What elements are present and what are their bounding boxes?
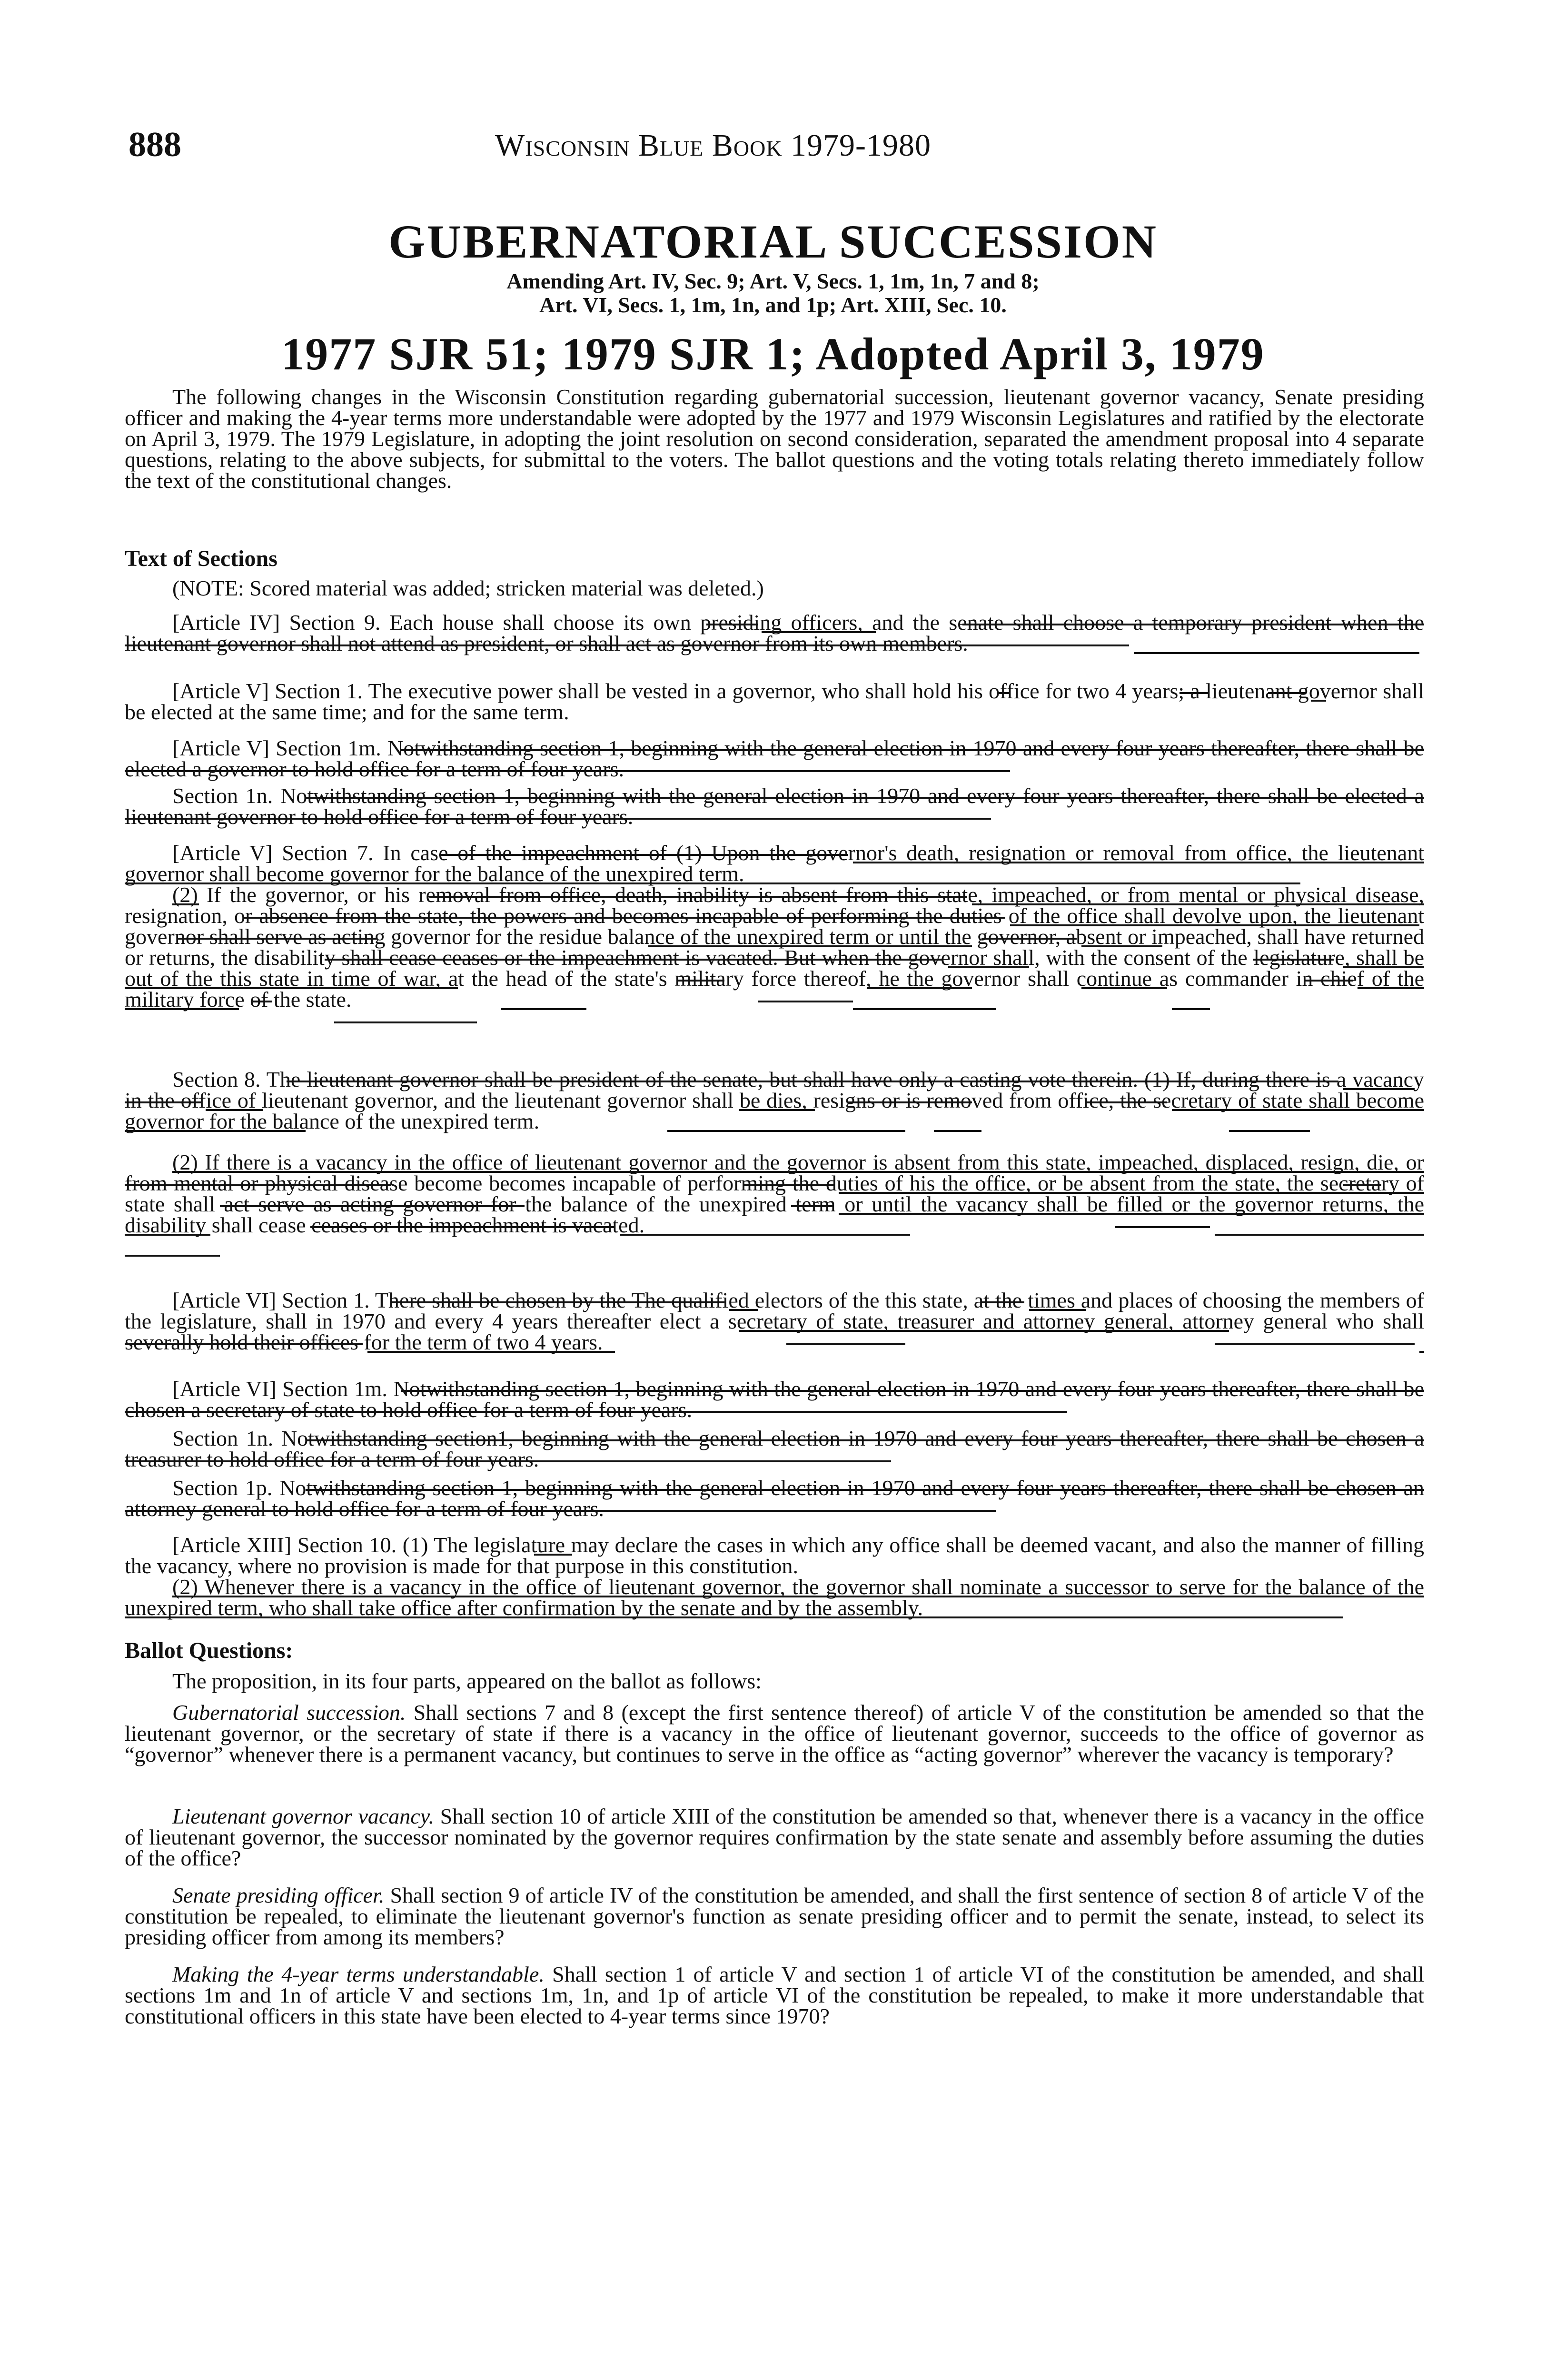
underline-mark bbox=[125, 1255, 220, 1257]
ballot-question-senate-presiding-officer bbox=[125, 1885, 1424, 1948]
question-text: Shall section 10 of article XIII of the constitution be amended so that, whenever there is a vacancy in the office of lieutenant governor, the successor nominated by the governor requires confirmation by the state senate and assembly before assuming the duties of the office? bbox=[125, 1804, 1424, 1870]
question-text: Shall sections 7 and 8 (except the first sentence thereof) of article V of the constitution be amended so that the lieutenant governor, or the secretary of state if there is a vacancy in the office of lieutenant governor, succeeds to the office of governor as “governor” whenever there is a permanent vacancy, but continues to serve in the office as “acting governor” wherever the vacancy is temporary? bbox=[125, 1700, 1424, 1766]
article-5-section-8-sub-1 bbox=[125, 1069, 1424, 1132]
section-text: (2) Whenever there is a vacancy in the office of lieutenant governor, the governor shall nominate a successor to serve for the balance of the unexpired term, who shall take office after confirmation by the senate and by the assembly. bbox=[125, 1575, 1424, 1620]
article-5-section-1m bbox=[125, 738, 1424, 780]
question-label: Gubernatorial succession. bbox=[172, 1700, 406, 1725]
strike-mark bbox=[1115, 1226, 1210, 1228]
question-text: Shall section 9 of article IV of the constitution be amended, and shall the first sentence of section 8 of article V of the constitution be repealed, to eliminate the lieutenant governor's function as senate presiding officer and to permit the senate, instead, to select its presiding officer from among its members? bbox=[125, 1883, 1424, 1949]
strike-mark bbox=[334, 1021, 477, 1023]
note-line: (NOTE: Scored material was added; stricken material was deleted.) bbox=[172, 576, 764, 600]
section-text: Section 1n. Notwithstanding section 1, beginning with the general election in 1970 and every four years thereafter, there shall be elected a lieutenant governor to hold office for a term of four years. bbox=[125, 783, 1424, 829]
underline-mark bbox=[1215, 1234, 1424, 1236]
question-label: Lieutenant governor vacancy. bbox=[172, 1804, 435, 1828]
question-text: Shall section 1 of article V and section 1 of article VI of the constitution be amended, and shall sections 1m and 1n of article V and sections 1m, 1n, and 1p of article VI of the constitution be repealed, to make it more understandable that constitutional officers in this state have been elected to 4-year terms since 1970? bbox=[125, 1962, 1424, 2028]
ballot-question-lieutenant-governor-vacancy bbox=[125, 1806, 1424, 1869]
document-title: GUBERNATORIAL SUCCESSION bbox=[388, 215, 1158, 268]
intro-paragraph: The following changes in the Wisconsin Constitution regarding gubernatorial succession, lieutenant governor vacancy, Senate presiding officer and making the 4-year terms more understandable were adopted by the 1977 and 1979 Wisconsin Legislatures and ratified by the electorate on April 3, 1979. The 1979 Legislature, in adopting the joint resolution on second consideration, separated the amendment proposal into 4 separate questions, relating to the above subjects, for submittal to the voters. The ballot questions and the voting totals relating thereto immediately follow the text of the constitutional changes. bbox=[125, 385, 1424, 493]
article-6-section-1n bbox=[125, 1428, 1424, 1470]
underline-mark bbox=[1229, 1130, 1310, 1132]
page-number: 888 bbox=[129, 125, 181, 164]
ballot-question-4-year-terms bbox=[125, 1964, 1424, 2027]
underline-mark bbox=[934, 1130, 981, 1132]
section-text: [Article XIII] Section 10. (1) The legislature may declare the cases in which any office shall be deemed vacant, and also the manner of filling the vacancy, where no provision is made for that purpose in this constitution. bbox=[125, 1533, 1424, 1578]
section-text: [Article VI] Section 1. There shall be chosen by the The qualified electors of the this state, at the times and places of choosing the members of the legislature, shall in 1970 and every 4 years thereafter elect a secretary of state, treasurer and attorney general, attorney general who shall severally hold their offices for the term of two 4 years. bbox=[125, 1288, 1424, 1354]
strike-mark bbox=[786, 1343, 905, 1345]
article-5-section-8-sub-2 bbox=[125, 1152, 1424, 1236]
article-6-section-1m bbox=[125, 1378, 1424, 1420]
article-6-section-1 bbox=[125, 1290, 1424, 1353]
section-text: [Article IV] Section 9. Each house shall choose its own presiding officers, and the senate shall choose a temporary president when the lieutenant governor shall not attend as president, or shall act as governor from its own members. bbox=[125, 610, 1424, 655]
underline-mark bbox=[667, 1130, 905, 1132]
amending-line-1: Amending Art. IV, Sec. 9; Art. V, Secs. 1, 1m, 1n, 7 and 8; bbox=[506, 269, 1040, 293]
question-label: Senate presiding officer. bbox=[172, 1883, 385, 1907]
underline-mark bbox=[620, 1234, 910, 1236]
amending-line-2: Art. VI, Secs. 1, 1m, 1n, and 1p; Art. XIII, Sec. 10. bbox=[539, 293, 1007, 317]
text-of-sections-heading: Text of Sections bbox=[125, 546, 277, 571]
underline-mark bbox=[1172, 1008, 1210, 1010]
underline-mark bbox=[1134, 652, 1419, 654]
article-13-section-10-sub-1 bbox=[125, 1535, 1424, 1577]
section-text: (2) If there is a vacancy in the office of lieutenant governor and the governor is absent from this state, impeached, displaced, resign, die, or from mental or physical disease become becomes incapable of performing the duties of his the office, or be absent from the state, the secretary of state shall act serve as acting governor for the balance of the unexpired term or until the vacancy shall be filled or the governor returns, the disability shall cease ceases or the impeachment is vacated. bbox=[125, 1150, 1424, 1237]
strike-mark bbox=[1215, 1343, 1415, 1345]
section-text: [Article V] Section 1m. Notwithstanding section 1, beginning with the general election in 1970 and every four years thereafter, there shall be elected a governor to hold office for a term of four years. bbox=[125, 736, 1424, 781]
section-text: [Article V] Section 1. The executive power shall be vested in a governor, who shall hold his office for two 4 years; a lieutenant governor shall be elected at the same time; and for the same term. bbox=[125, 679, 1424, 724]
article-5-section-7-sub-2 bbox=[125, 884, 1424, 1010]
strike-mark bbox=[829, 1001, 853, 1002]
section-text: Section 1n. Notwithstanding section1, beginning with the general election in 1970 and every four years thereafter, there shall be chosen a treasurer to hold office for a term of four years. bbox=[125, 1426, 1424, 1471]
ballot-question-gubernatorial-succession bbox=[125, 1702, 1424, 1765]
article-6-section-1p bbox=[125, 1478, 1424, 1519]
article-5-section-1n bbox=[125, 785, 1424, 827]
section-text: [Article VI] Section 1m. Notwithstanding section 1, beginning with the general election in 1970 and every four years thereafter, there shall be chosen a secretary of state to hold office for a term of four years. bbox=[125, 1377, 1424, 1422]
section-text: Section 1p. Notwithstanding section 1, beginning with the general election in 1970 and every four years thereafter, there shall be chosen an attorney general to hold office for a term of four years. bbox=[125, 1476, 1424, 1521]
article-5-section-1 bbox=[125, 681, 1424, 723]
ballot-questions-heading: Ballot Questions: bbox=[125, 1638, 293, 1663]
article-4-section-9 bbox=[125, 612, 1424, 654]
ballot-intro: The proposition, in its four parts, appeared on the ballot as follows: bbox=[172, 1669, 762, 1693]
underline-mark bbox=[853, 1008, 996, 1010]
article-13-section-10-sub-2 bbox=[125, 1577, 1424, 1618]
article-5-section-7-sub-1 bbox=[125, 843, 1424, 884]
underline-mark bbox=[1419, 1351, 1424, 1353]
running-head: Wisconsin Blue Book 1979-1980 bbox=[495, 128, 932, 163]
section-text: [Article V] Section 7. In case of the impeachment of (1) Upon the governor's death, resignation or removal from office, the lieutenant governor shall become governor for the balance of the unexpired term. bbox=[125, 841, 1424, 886]
resolution-banner: 1977 SJR 51; 1979 SJR 1; Adopted April 3, 1979 bbox=[281, 328, 1265, 379]
section-text: Section 8. The lieutenant governor shall be president of the senate, but shall have only a casting vote therein. (1) If, during there is a vacancy in the office of lieutenant governor, and the lieutenant governor shall be dies, resigns or is removed from office, the secretary of state shall become governor for the balance of the unexpired term. bbox=[125, 1067, 1424, 1133]
underline-mark bbox=[501, 1008, 586, 1010]
question-label: Making the 4-year terms understandable. bbox=[172, 1962, 545, 1986]
section-text: (2) If the governor, or his removal from office, death, inability is absent from this state, impeached, or from mental or physical disease, resignation, or absence from the state, the powers and becomes incapable of performing the duties of the office shall devolve upon, the lieutenant governor shall serve as acting governor for the residue balance of the unexpired term or until the governor, absent or impeached, shall have returned or returns, the disability shall cease ceases or the impeachment is vacated. But when the governor shall, with the consent of the legislature, shall be out of the this state in time of war, at the head of the state's military force thereof, he the governor shall continue as commander in chief of the military force of the state. bbox=[125, 883, 1424, 1012]
strike-mark bbox=[758, 1001, 829, 1002]
